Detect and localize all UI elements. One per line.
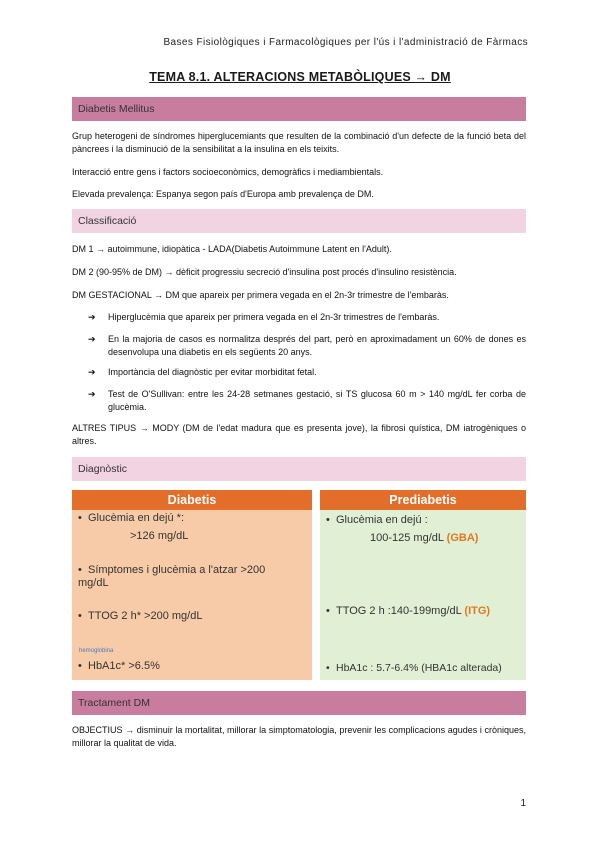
section-heading-tractament: Tractament DM: [72, 691, 526, 715]
arrow-bullet-icon: ➔: [88, 312, 96, 322]
list-item: [88, 333, 526, 358]
prediabetis-box-title: Prediabetis: [320, 490, 526, 510]
paragraph-interaction: Interacció entre gens i factors socioeconòmics, demogràfics i mediambientals.: [72, 167, 384, 177]
list-item: [88, 388, 526, 413]
gba-tag: (GBA): [446, 532, 479, 544]
arrow-bullet-icon: ➔: [88, 389, 96, 399]
list-item-text: Hiperglucèmia que apareix per primera vegada en el 2n-3r trimestres de l'embaràs.: [108, 312, 440, 322]
prediabetis-glucemia-value: 100-125 mg/dL: [370, 532, 444, 544]
bullet-dot-icon: •: [78, 610, 82, 622]
diabetis-box-title: Diabetis: [72, 490, 312, 510]
section-heading-diagnostic: Diagnòstic: [72, 457, 526, 481]
prediabetis-glucemia-item: [326, 514, 428, 527]
paragraph-dm2: DM 2 (90-95% de DM) → dèficit progressiu secreció d'insulina post procés d'insulino resistència.: [72, 267, 457, 277]
diabetis-ttog-text: TTOG 2 h* >200 mg/dL: [88, 610, 203, 622]
prediabetis-ttog-item: [326, 605, 490, 618]
bullet-dot-icon: •: [326, 662, 330, 674]
prediabetis-ttog-text: TTOG 2 h :140-199mg/dL: [336, 605, 462, 617]
hemoglobina-note: hemoglobina: [79, 648, 114, 654]
paragraph-definition: Grup heterogeni de síndromes hiperglucemiants que resulten de la combinació d'un defecte de la funció beta del pàncrees i la disminució de la sensibilitat a la insulina en els teixits.: [72, 131, 526, 154]
paragraph-prevalence: Elevada prevalença: Espanya segon país d'Europa amb prevalença de DM.: [72, 189, 374, 199]
diabetis-hba1c-text: HbA1c* >6.5%: [88, 660, 160, 672]
diabetis-simptomes-item: [78, 564, 268, 590]
bullet-dot-icon: •: [78, 512, 82, 524]
page-title: TEMA 8.1. ALTERACIONS METABÒLIQUES → DM: [149, 70, 451, 84]
page-number: 1: [520, 798, 526, 809]
diabetis-ttog-item: [78, 610, 202, 623]
prediabetis-criteria-box: [320, 490, 526, 680]
itg-tag: (ITG): [464, 605, 491, 617]
bullet-dot-icon: •: [78, 660, 82, 672]
diabetis-simptomes-text: Símptomes i glucèmia a l'atzar >200 mg/dL: [78, 564, 266, 589]
list-item-text: Test de O'Sullivan: entre les 24-28 setmanes gestació, si TS glucosa 60 m > 140 mg/dL fer corba de glucèmia.: [108, 389, 526, 412]
paragraph-objectius: OBJECTIUS → disminuir la mortalitat, millorar la simptomatologia, prevenir les complicacions agudes i cròniques, millorar la qualitat de vida.: [72, 725, 526, 748]
diabetis-glucemia-label: Glucèmia en dejú *:: [88, 512, 184, 524]
paragraph-gestacional: DM GESTACIONAL → DM que apareix per primera vegada en el 2n-3r trimestre de l'embaràs.: [72, 290, 449, 300]
bullet-dot-icon: •: [78, 564, 82, 576]
list-item-text: Importància del diagnòstic per evitar morbiditat fetal.: [108, 367, 317, 377]
diabetis-criteria-box: [72, 490, 312, 680]
running-header: Bases Fisiològiques i Farmacològiques per l'ús i l'administració de Fàrmacs: [163, 37, 528, 48]
bullet-dot-icon: •: [326, 605, 330, 617]
list-item: [88, 366, 526, 379]
prediabetis-glucemia-label: Glucèmia en dejú :: [336, 514, 428, 526]
bullet-dot-icon: •: [326, 514, 330, 526]
section-heading-diabetis: Diabetis Mellitus: [72, 97, 526, 121]
diabetis-glucemia-item: [78, 512, 184, 525]
section-heading-classificacio: Classificació: [72, 209, 526, 233]
list-item: [88, 311, 526, 324]
prediabetis-hba1c-item: [326, 662, 502, 675]
paragraph-dm1: DM 1 → autoimmune, idiopàtica - LADA(Diabetis Autoimmune Latent en l'Adult).: [72, 244, 392, 254]
paragraph-altres-tipus: ALTRES TIPUS → MODY (DM de l'edat madura que es presenta jove), la fibrosi quística, DM iatrogèniques o altres.: [72, 423, 526, 446]
diabetis-hba1c-item: [78, 660, 160, 673]
arrow-bullet-icon: ➔: [88, 367, 96, 377]
prediabetis-glucemia-value-line: [370, 532, 478, 544]
arrow-bullet-icon: ➔: [88, 334, 96, 344]
diabetis-glucemia-value: >126 mg/dL: [130, 530, 189, 542]
prediabetis-hba1c-text: HbA1c : 5.7-6.4% (HBA1c alterada): [336, 662, 502, 674]
list-item-text: En la majoria de casos es normalitza després del part, però en aproximadament un 60% de dones es desenvolupa una diabetis en els següents 20 anys.: [108, 334, 526, 357]
